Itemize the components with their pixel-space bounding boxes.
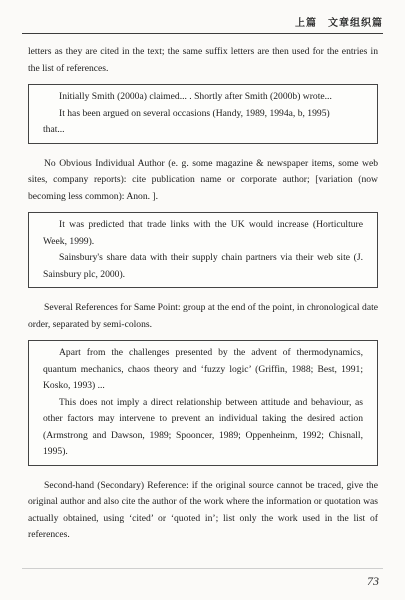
example-line: Sainsbury's share data with their supply chain partners via their web site (J. Sainsbury plc, 2000). [43,252,363,280]
header-rule [22,33,383,34]
paragraph-several-references: Several References for Same Point: group at the end of the point, in chronological date order, separated by semi-colons. [28,302,378,330]
page-number: 73 [367,574,379,588]
example-box-no-author [28,212,378,288]
paragraph-secondary-reference: Second-hand (Secondary) Reference: if the original source cannot be traced, give the original author and also cite the author of the work where the information or quotation was actually obtained, using ‘cited’ or ‘quoted in’; list only the work used in the list of references. [28,479,378,540]
example-line: It has been argued on several occasions (Handy, 1989, 1994a, b, 1995) [59,107,330,119]
footer-rule [22,568,383,569]
paragraph-no-author: No Obvious Individual Author (e. g. some magazine & newspaper items, some web sites, company reports): cite publication name or corporate author; [variation (now becoming less common): Anon. ]. [28,157,378,202]
example-line: This does not imply a direct relationship between attitude and behaviour, as other factors may intervene to prevent an individual taking the desired action (Armstrong and Dawson, 1989; Spooncer, 1989; Oppenheinm, 1992; Chisnall, 1995). [43,396,363,457]
paragraph-suffix-letters: letters as they are cited in the text; the same suffix letters are then used for the entries in the list of references. [28,46,378,74]
example-line: that... [43,124,65,135]
example-line: Initially Smith (2000a) claimed... . Shortly after Smith (2000b) wrote... [59,91,332,102]
example-box-several-references [28,340,378,466]
page-body [28,44,378,551]
example-box-same-author [28,84,378,144]
running-head: 上篇 文章组织篇 [295,18,383,29]
example-line: It was predicted that trade links with the UK would increase (Horticulture Week, 1999). [43,219,363,247]
example-line: Apart from the challenges presented by the advent of thermodynamics, quantum mechanics, chaos theory and ‘fuzzy logic’ (Griffin, 1988; Best, 1991; Kosko, 1993) ... [43,347,363,391]
